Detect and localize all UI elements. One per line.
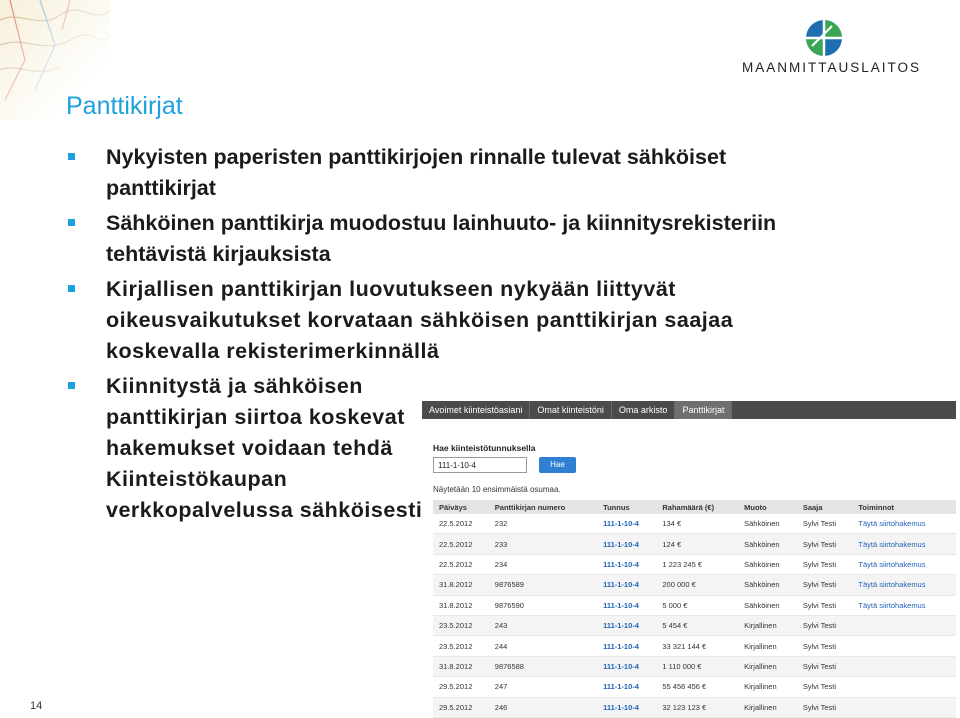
format-cell: Kirjallinen [738, 697, 797, 717]
date-cell: 22.5.2012 [433, 554, 489, 574]
search-title: Hae kiinteistötunnuksella [433, 443, 536, 453]
bullet-square-icon [68, 153, 75, 160]
amount-cell: 124 € [656, 534, 738, 554]
amount-cell: 5 000 € [656, 595, 738, 615]
bullet-item: Kiinnitystä ja sähköisen panttikirjan siirtoa koskevat hakemukset voidaan tehdä Kiinteistökaupan verkkopalvelussa sähköisesti [66, 371, 426, 526]
brand-name: MAANMITTAUSLAITOS [742, 60, 922, 75]
result-note: Näytetään 10 ensimmäistä osumaa. [433, 485, 561, 494]
date-cell: 31.8.2012 [433, 575, 489, 595]
format-cell: Kirjallinen [738, 677, 797, 697]
number-cell: 9876588 [489, 656, 597, 676]
recipient-cell: Sylvi Testi [797, 656, 853, 676]
action-link [852, 656, 956, 676]
slide-title: Panttikirjat [66, 92, 183, 120]
recipient-cell: Sylvi Testi [797, 595, 853, 615]
tab-avoimet[interactable]: Avoimet kiinteistöasiani [422, 401, 530, 419]
column-header: Panttikirjan numero [489, 500, 597, 514]
embedded-service-screenshot [422, 401, 956, 712]
format-cell: Sähköinen [738, 595, 797, 615]
action-link [852, 697, 956, 717]
recipient-cell: Sylvi Testi [797, 554, 853, 574]
amount-cell: 200 000 € [656, 575, 738, 595]
column-header: Tunnus [597, 500, 656, 514]
tab-panttikirjat[interactable]: Panttikirjat [675, 401, 732, 419]
action-link[interactable]: Täytä siirtohakemus [852, 514, 956, 534]
amount-cell: 1 223 245 € [656, 554, 738, 574]
property-id-link[interactable]: 111-1-10-4 [597, 534, 656, 554]
format-cell: Kirjallinen [738, 636, 797, 656]
property-id-link[interactable]: 111-1-10-4 [597, 575, 656, 595]
recipient-cell: Sylvi Testi [797, 636, 853, 656]
bullet-item: Kirjallisen panttikirjan luovutukseen nykyään liittyvät oikeusvaikutukset korvataan sähköisen panttikirjan saajaa koskevalla rekisterimerkinnällä [66, 274, 806, 367]
action-link [852, 615, 956, 635]
bullet-item: Nykyisten paperisten panttikirjojen rinnalle tulevat sähköiset panttikirjat [66, 142, 786, 204]
recipient-cell: Sylvi Testi [797, 677, 853, 697]
amount-cell: 33 321 144 € [656, 636, 738, 656]
search-button[interactable]: Hae [539, 457, 576, 473]
property-id-link[interactable]: 111-1-10-4 [597, 554, 656, 574]
format-cell: Kirjallinen [738, 656, 797, 676]
amount-cell: 55 456 456 € [656, 677, 738, 697]
recipient-cell: Sylvi Testi [797, 534, 853, 554]
bullet-square-icon [68, 285, 75, 292]
number-cell: 233 [489, 534, 597, 554]
amount-cell: 5 454 € [656, 615, 738, 635]
table-row [433, 636, 956, 656]
property-id-link[interactable]: 111-1-10-4 [597, 595, 656, 615]
number-cell: 243 [489, 615, 597, 635]
results-table [433, 500, 956, 718]
table-row [433, 697, 956, 717]
table-row [433, 554, 956, 574]
table-row [433, 677, 956, 697]
date-cell: 22.5.2012 [433, 534, 489, 554]
property-id-link[interactable]: 111-1-10-4 [597, 615, 656, 635]
format-cell: Sähköinen [738, 534, 797, 554]
property-id-link[interactable]: 111-1-10-4 [597, 514, 656, 534]
amount-cell: 1 110 000 € [656, 656, 738, 676]
format-cell: Kirjallinen [738, 615, 797, 635]
search-input[interactable]: 111-1-10-4 [433, 457, 527, 473]
column-header: Päiväys [433, 500, 489, 514]
action-link[interactable]: Täytä siirtohakemus [852, 575, 956, 595]
number-cell: 232 [489, 514, 597, 534]
bullet-square-icon [68, 219, 75, 226]
maanmittauslaitos-logo-icon [804, 18, 844, 58]
number-cell: 244 [489, 636, 597, 656]
action-link[interactable]: Täytä siirtohakemus [852, 534, 956, 554]
amount-cell: 32 123 123 € [656, 697, 738, 717]
recipient-cell: Sylvi Testi [797, 514, 853, 534]
format-cell: Sähköinen [738, 514, 797, 534]
brand-logo [742, 18, 922, 78]
service-nav [422, 401, 956, 419]
format-cell: Sähköinen [738, 554, 797, 574]
number-cell: 234 [489, 554, 597, 574]
table-row [433, 615, 956, 635]
recipient-cell: Sylvi Testi [797, 697, 853, 717]
property-id-link[interactable]: 111-1-10-4 [597, 697, 656, 717]
action-link [852, 677, 956, 697]
tab-omat-kiinteistot[interactable]: Omat kiinteistöni [530, 401, 612, 419]
table-row [433, 595, 956, 615]
date-cell: 22.5.2012 [433, 514, 489, 534]
action-link [852, 636, 956, 656]
action-link[interactable]: Täytä siirtohakemus [852, 554, 956, 574]
number-cell: 9876590 [489, 595, 597, 615]
table-header-row [433, 500, 956, 514]
property-id-link[interactable]: 111-1-10-4 [597, 677, 656, 697]
tab-oma-arkisto[interactable]: Oma arkisto [612, 401, 676, 419]
column-header: Saaja [797, 500, 853, 514]
number-cell: 246 [489, 697, 597, 717]
column-header: Rahamäärä (€) [656, 500, 738, 514]
table-row [433, 575, 956, 595]
column-header: Muoto [738, 500, 797, 514]
date-cell: 23.5.2012 [433, 636, 489, 656]
number-cell: 247 [489, 677, 597, 697]
bullet-square-icon [68, 382, 75, 389]
property-id-link[interactable]: 111-1-10-4 [597, 636, 656, 656]
bullet-item: Sähköinen panttikirja muodostuu lainhuuto- ja kiinnitysrekisteriin tehtävistä kirjauksista [66, 208, 786, 270]
property-id-link[interactable]: 111-1-10-4 [597, 656, 656, 676]
recipient-cell: Sylvi Testi [797, 575, 853, 595]
date-cell: 31.8.2012 [433, 656, 489, 676]
date-cell: 23.5.2012 [433, 615, 489, 635]
recipient-cell: Sylvi Testi [797, 615, 853, 635]
date-cell: 31.8.2012 [433, 595, 489, 615]
date-cell: 29.5.2012 [433, 677, 489, 697]
column-header: Toiminnot [852, 500, 956, 514]
number-cell: 9876589 [489, 575, 597, 595]
table-row [433, 656, 956, 676]
action-link[interactable]: Täytä siirtohakemus [852, 595, 956, 615]
table-row [433, 534, 956, 554]
date-cell: 29.5.2012 [433, 697, 489, 717]
format-cell: Sähköinen [738, 575, 797, 595]
amount-cell: 134 € [656, 514, 738, 534]
page-number: 14 [30, 700, 43, 712]
table-row [433, 514, 956, 534]
